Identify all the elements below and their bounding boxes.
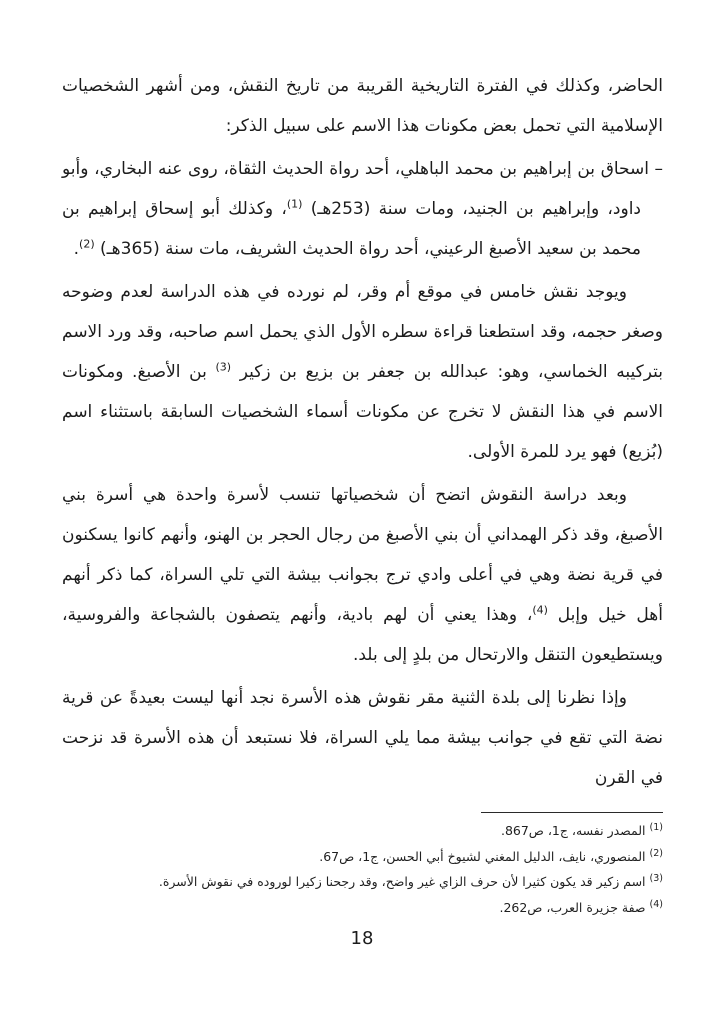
footnotes-section [62, 812, 663, 920]
footnote-ref-3: (3) [215, 360, 232, 374]
footnote-2-text: المنصوري، نايف، الدليل المغني لشيوخ أبي الحسن، ج1، ص67. [319, 848, 646, 864]
footnote-4-text: صفة جزيرة العرب، ص262. [499, 899, 646, 915]
footnote-1-text: المصدر نفسه، ج1، ص867. [500, 823, 646, 838]
footnote-3-text: اسم زكير قد يكون كثيرا لأن حرف الزاي غير واضح، وقد رجحنا زكيرا لوروده في نقوش الأسرة. [158, 874, 646, 889]
paragraph-family-study-text-1: وبعد دراسة النقوش اتضح أن شخصياتها تنسب لأسرة واحدة هي أسرة بني الأصبغ، وقد ذكر الهمداني أن بني الأصبغ من رجال الحجر بن الهنو، وأنهم كانوا يسكنون في قرية نضة وهي في أعلى وادي ترج بجوانب بيشة التي تلي السراة، كما ذكر أنهم أهل خيل وإبل [62, 485, 663, 625]
footnote-separator-line [481, 812, 663, 813]
footnote-3 [62, 869, 663, 895]
list-item-text-2: ، وكذلك أبو إسحاق إبراهيم بن محمد بن سعيد الأصبغ الرعيني، أحد رواة الحديث الشريف، مات سنة (365هـ) [62, 199, 641, 259]
paragraph-fifth-inscription-text-1: ويوجد نقش خامس في موقع أم وقر، لم نورده في هذه الدراسة لعدم وضوحه وصغر حجمه، وقد استطعنا قراءة سطره الأول الذي يحمل اسم صاحبه، وقد ورد الاسم بتركيبه الخماسي، وهو: عبدالله بن جعفر بن بزيع بن زكير [62, 282, 663, 382]
paragraph-thaniyya-town [62, 678, 663, 798]
footnote-1 [62, 818, 663, 844]
list-item-famous-personalities [62, 149, 663, 269]
footnote-2 [62, 844, 663, 870]
list-item-text-3: . [73, 239, 80, 259]
footnote-ref-1: (1) [286, 197, 303, 211]
footnote-1-marker: (1) [649, 821, 663, 833]
footnote-4-marker: (4) [649, 898, 663, 910]
list-dash: – [654, 159, 663, 179]
paragraph-continuation-text: الحاضر، وكذلك في الفترة التاريخية القريبة من تاريخ النقش، ومن أشهر الشخصيات الإسلامية التي تحمل بعض مكونات هذا الاسم على سبيل الذكر: [62, 76, 663, 136]
paragraph-continuation [62, 66, 663, 146]
paragraph-family-study [62, 475, 663, 675]
paragraph-fifth-inscription-text-2: بن الأصبغ. ومكونات الاسم في هذا النقش لا تخرج عن مكونات أسماء الشخصيات السابقة باستثناء اسم (بُزيع) فهو يرد للمرة الأولى. [62, 362, 663, 462]
paragraph-thaniyya-town-text: وإذا نظرنا إلى بلدة الثنية مقر نقوش هذه الأسرة نجد أنها ليست بعيدةً عن قرية نضة التي تقع في جوانب بيشة مما يلي السراة، فلا نستبعد أن هذه الأسرة قد نزحت في القرن [62, 688, 663, 788]
footnote-3-marker: (3) [649, 872, 663, 884]
footnote-ref-2: (2) [79, 237, 95, 251]
footnote-4 [62, 895, 663, 921]
list-item-text-1: اسحاق بن إبراهيم بن محمد الباهلي، أحد رواة الحديث الثقاة، روى عنه البخاري، وأبو داود، وإبراهيم بن الجنيد، ومات سنة (253هـ) [62, 159, 649, 219]
footnote-ref-4: (4) [532, 603, 548, 617]
paragraph-fifth-inscription [62, 272, 663, 472]
body-text [62, 66, 663, 801]
page-number: 18 [350, 928, 374, 949]
paragraph-family-study-text-2: ، وهذا يعني أن لهم بادية، وأنهم يتصفون بالشجاعة والفروسية، ويستطيعون التنقل والارتحال من بلدٍ إلى بلد. [62, 605, 663, 665]
footnote-2-marker: (2) [649, 847, 663, 859]
